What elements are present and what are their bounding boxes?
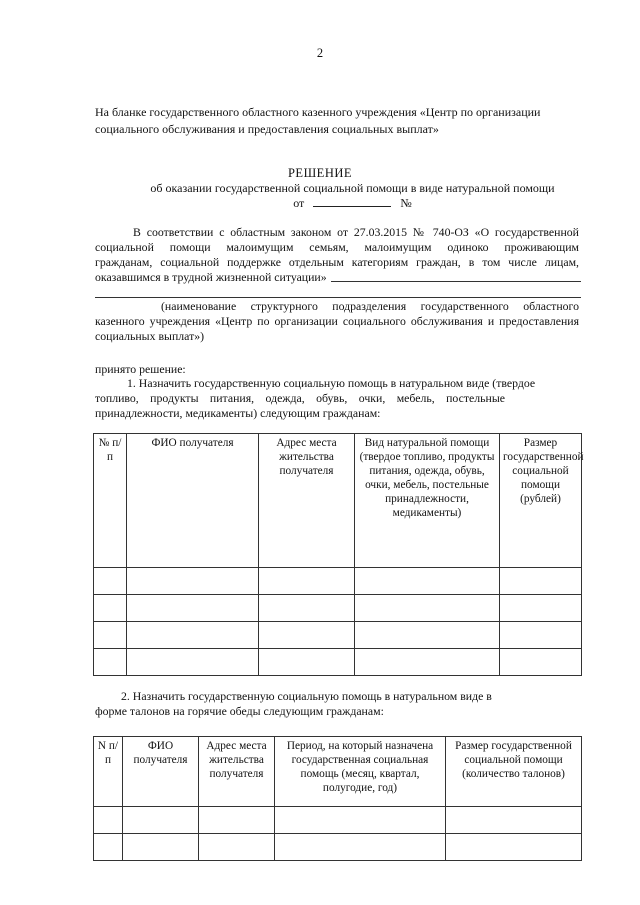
intro-paragraph [95, 225, 579, 285]
col-header-name: ФИО получателя [127, 434, 259, 568]
col-header-address: Адрес места жительства получателя [259, 434, 355, 568]
table-cell[interactable] [199, 807, 275, 834]
unit-note-line: социальных выплат») [95, 329, 205, 343]
item-1-line: 1. Назначить государственную социальную помощь в натуральном виде (твердое [127, 376, 536, 390]
letterhead-line: социального обслуживания и предоставления социальных выплат» [95, 122, 439, 136]
table-cell[interactable] [355, 649, 500, 676]
table-cell[interactable] [127, 595, 259, 622]
col-header-amount: Размер государственной социальной помощи (количество талонов) [446, 737, 582, 807]
natural-aid-table [93, 433, 582, 676]
intro-line: социальной помощи малоимущим семьям, малоимущим одиноко проживающим [95, 240, 579, 254]
table-cell[interactable] [355, 595, 500, 622]
table-cell[interactable] [94, 595, 127, 622]
table-cell[interactable] [259, 649, 355, 676]
page-number: 2 [316, 46, 324, 60]
unit-note [95, 299, 579, 344]
table-cell[interactable] [259, 622, 355, 649]
table-row [94, 807, 582, 834]
date-blank[interactable] [313, 196, 391, 207]
table-cell[interactable] [500, 595, 582, 622]
table-row [94, 595, 582, 622]
table-cell[interactable] [275, 834, 446, 861]
decision-label: принято решение: [95, 362, 186, 376]
col-header-aid-type: Вид натуральной помощи (твердое топливо, продукты питания, одежда, обувь, очки, мебель, постельные принадлежности, медикаменты) [355, 434, 500, 568]
unit-blank-line[interactable] [331, 281, 581, 282]
intro-line: оказавшимся в трудной жизненной ситуации» [95, 270, 327, 284]
table-cell[interactable] [123, 807, 199, 834]
col-header-amount: Размер государственной социальной помощи (рублей) [500, 434, 582, 568]
table-cell[interactable] [259, 568, 355, 595]
table-cell[interactable] [127, 622, 259, 649]
intro-line: В соответствии с областным законом от 27.03.2015 № 740-ОЗ «О государственной [133, 225, 579, 239]
unit-blank-line-2[interactable] [95, 297, 581, 298]
table-cell[interactable] [355, 622, 500, 649]
item-1-line: топливо, продукты питания, одежда, обувь, очки, мебель, постельные [95, 391, 505, 405]
table-row [94, 649, 582, 676]
table-cell[interactable] [123, 834, 199, 861]
unit-note-line: (наименование структурного подразделения государственного областного [161, 299, 579, 313]
table-cell[interactable] [127, 649, 259, 676]
table-cell[interactable] [275, 807, 446, 834]
col-header-number: N п/п [94, 737, 123, 807]
meal-voucher-table [93, 736, 582, 861]
table-cell[interactable] [500, 622, 582, 649]
table-cell[interactable] [94, 568, 127, 595]
table-header-row [94, 737, 582, 807]
unit-note-line: казенного учреждения «Центр по организации социального обслуживания и предоставления [95, 314, 579, 328]
date-number-line [0, 196, 640, 211]
table-cell[interactable] [500, 649, 582, 676]
item-1-line: принадлежности, медикаменты) следующим гражданам: [95, 406, 381, 420]
col-header-name: ФИО получателя [123, 737, 199, 807]
table-row [94, 568, 582, 595]
table-row [94, 834, 582, 861]
document-subtitle: об оказании государственной социальной помощи в виде натуральной помощи [150, 181, 555, 195]
table-cell[interactable] [127, 568, 259, 595]
col-header-period: Период, на который назначена государственная социальная помощь (месяц, квартал, полугодие, год) [275, 737, 446, 807]
letterhead-note [95, 104, 595, 138]
table-cell[interactable] [94, 807, 123, 834]
table-cell[interactable] [446, 807, 582, 834]
item-2-line: 2. Назначить государственную социальную помощь в натуральном виде в [121, 689, 492, 703]
item-2-line: форме талонов на горячие обеды следующим гражданам: [95, 704, 384, 718]
col-header-number: № п/п [94, 434, 127, 568]
col-header-address: Адрес места жительства получателя [199, 737, 275, 807]
table-cell[interactable] [94, 649, 127, 676]
number-sign: № [400, 196, 412, 210]
table-cell[interactable] [259, 595, 355, 622]
item-1 [95, 376, 579, 421]
table-header-row [94, 434, 582, 568]
table-cell[interactable] [446, 834, 582, 861]
intro-last-line [95, 270, 579, 285]
table-row [94, 622, 582, 649]
from-label: от [293, 196, 305, 210]
item-2 [95, 689, 579, 719]
table-cell[interactable] [355, 568, 500, 595]
table-cell[interactable] [500, 568, 582, 595]
table-cell[interactable] [94, 834, 123, 861]
letterhead-line: На бланке государственного областного казенного учреждения «Центр по организации [95, 105, 541, 119]
intro-line: гражданам, социальной поддержке отдельным категориям граждан, в том числе лицам, [95, 255, 579, 269]
table-cell[interactable] [199, 834, 275, 861]
document-title: РЕШЕНИЕ [287, 166, 353, 180]
table-cell[interactable] [94, 622, 127, 649]
